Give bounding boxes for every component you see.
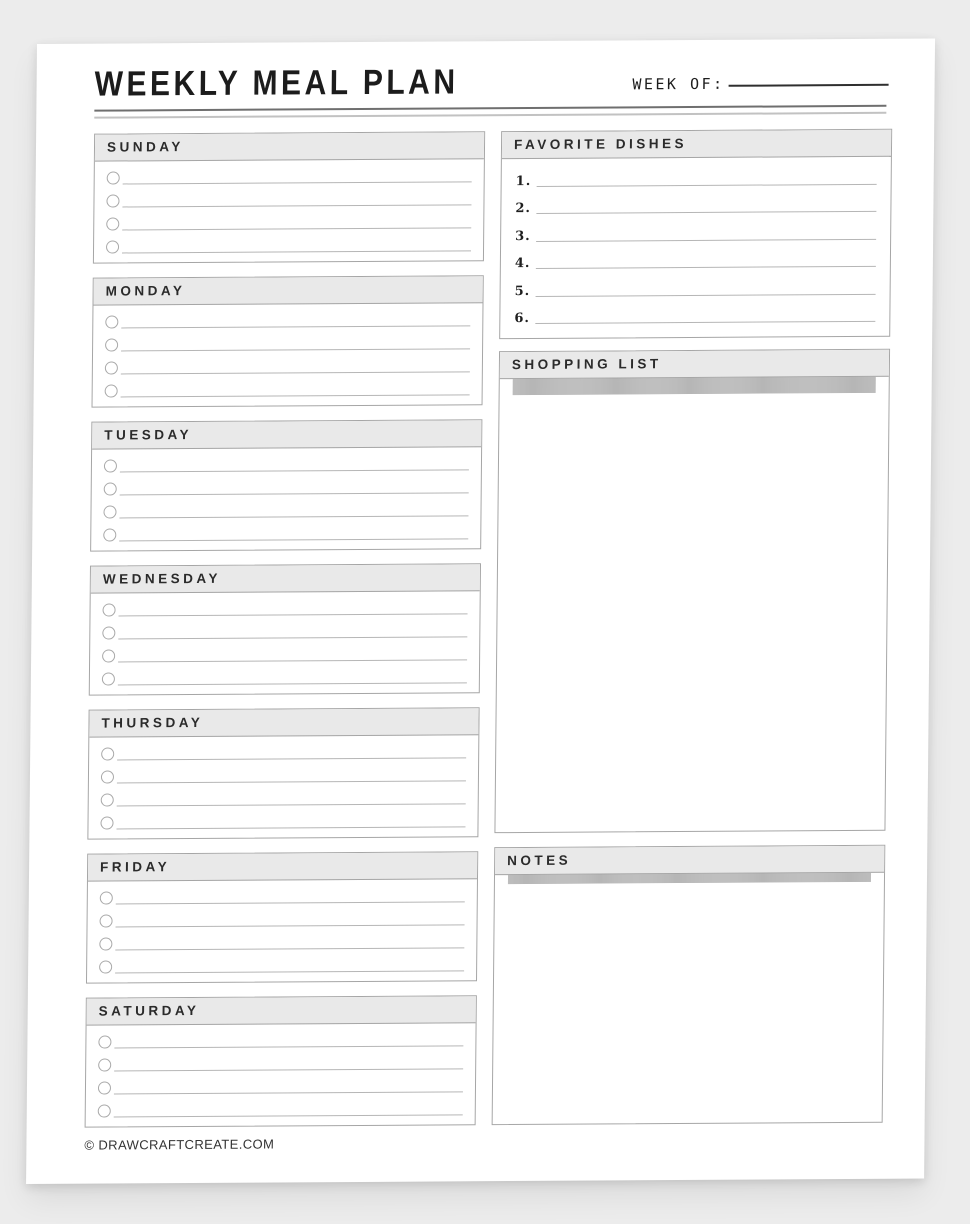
page-header — [94, 61, 888, 104]
dish-number: 4. — [514, 255, 531, 272]
checkbox-circle-icon — [103, 528, 116, 541]
meal-blank-line — [115, 970, 464, 973]
day-body — [88, 735, 478, 840]
checkbox-circle-icon — [100, 891, 113, 904]
dish-row — [515, 184, 876, 217]
meal-slot-row — [105, 303, 470, 328]
dish-row — [516, 157, 877, 187]
checkbox-circle-icon — [99, 937, 112, 950]
favorite-dishes-section — [499, 129, 892, 339]
meal-blank-line — [116, 826, 465, 829]
meal-slot-row — [98, 1069, 463, 1094]
week-of-blank-line — [729, 84, 889, 87]
meal-slot-row — [105, 372, 470, 397]
checkbox-circle-icon — [100, 914, 113, 927]
day-body — [86, 1023, 476, 1128]
day-header: TUESDAY — [92, 420, 481, 449]
checkbox-circle-icon — [98, 1081, 111, 1094]
meal-slot-row — [98, 1046, 463, 1071]
meal-slot-row — [105, 326, 470, 351]
week-of-label: WEEK OF: — [632, 74, 725, 94]
meal-slot-row — [103, 493, 468, 518]
notes-body — [495, 873, 884, 889]
meal-blank-line — [118, 682, 467, 685]
meal-slot-row — [105, 349, 470, 374]
meal-slot-row — [104, 447, 469, 472]
dish-number: 1. — [515, 173, 532, 189]
checkbox-circle-icon — [101, 793, 114, 806]
day-header: WEDNESDAY — [91, 564, 480, 593]
meal-slot-row — [98, 1023, 463, 1048]
meal-slot-row — [102, 660, 467, 685]
day-body — [91, 447, 481, 552]
dish-blank-line — [535, 321, 875, 324]
day-header: MONDAY — [93, 276, 482, 305]
meal-slot-row — [98, 1092, 463, 1117]
days-column — [85, 131, 486, 1127]
day-header: SATURDAY — [87, 996, 476, 1025]
meal-slot-row — [100, 804, 465, 829]
checkbox-circle-icon — [100, 816, 113, 829]
checkbox-circle-icon — [98, 1058, 111, 1071]
day-body — [87, 879, 477, 984]
day-section-sunday — [93, 131, 485, 263]
dish-number: 5. — [514, 283, 531, 299]
footer-credit: © DRAWCRAFTCREATE.COM — [84, 1136, 275, 1153]
week-of-field — [632, 74, 888, 94]
meal-slot-row — [99, 948, 464, 973]
day-header: FRIDAY — [88, 852, 477, 881]
day-body — [94, 159, 484, 264]
checkbox-circle-icon — [106, 194, 119, 207]
shopping-list-body — [499, 377, 888, 417]
checkbox-circle-icon — [105, 361, 118, 374]
day-header: THURSDAY — [89, 708, 478, 737]
meal-blank-line — [121, 394, 470, 397]
meal-blank-line — [119, 538, 468, 541]
meal-slot-row — [103, 516, 468, 541]
shopping-list-section — [494, 349, 890, 833]
checkbox-circle-icon — [104, 459, 117, 472]
dish-row — [515, 212, 876, 242]
meal-slot-row — [102, 637, 467, 662]
dish-number: 6. — [514, 310, 531, 327]
page-title: WEEKLY MEAL PLAN — [94, 62, 459, 104]
checkbox-circle-icon — [102, 672, 115, 685]
checkbox-circle-icon — [105, 338, 118, 351]
checkbox-circle-icon — [101, 747, 114, 760]
checkbox-circle-icon — [103, 505, 116, 518]
checkbox-circle-icon — [106, 217, 119, 230]
meal-slot-row — [106, 228, 471, 253]
meal-slot-row — [100, 902, 465, 927]
dish-row — [515, 267, 876, 297]
content-columns — [85, 129, 893, 1128]
day-section-monday — [92, 275, 484, 407]
checkbox-circle-icon — [101, 770, 114, 783]
checkbox-circle-icon — [106, 240, 119, 253]
checkbox-circle-icon — [98, 1104, 111, 1117]
meal-slot-row — [101, 735, 466, 760]
day-section-friday — [86, 851, 478, 983]
day-body — [90, 591, 480, 696]
dish-row — [514, 294, 875, 327]
day-section-wednesday — [89, 563, 481, 695]
right-column — [492, 129, 893, 1125]
day-section-thursday — [87, 707, 479, 839]
favorite-dishes-body — [500, 157, 891, 340]
dish-number: 3. — [515, 228, 531, 244]
dish-number: 2. — [515, 200, 532, 217]
checkbox-circle-icon — [99, 960, 112, 973]
checkbox-circle-icon — [102, 649, 115, 662]
meal-slot-row — [99, 925, 464, 950]
planner-page — [26, 39, 935, 1184]
meal-slot-row — [101, 758, 466, 783]
meal-slot-row — [102, 614, 467, 639]
meal-blank-line — [114, 1114, 463, 1117]
checkbox-circle-icon — [105, 384, 118, 397]
checkbox-circle-icon — [104, 482, 117, 495]
meal-slot-row — [106, 182, 471, 207]
day-section-tuesday — [90, 419, 482, 551]
meal-blank-line — [122, 250, 471, 253]
header-rule — [94, 105, 886, 112]
checkbox-circle-icon — [105, 315, 118, 328]
meal-slot-row — [104, 470, 469, 495]
meal-slot-row — [100, 879, 465, 904]
checkbox-circle-icon — [98, 1035, 111, 1048]
header-rule-secondary — [94, 112, 886, 119]
meal-slot-row — [101, 781, 466, 806]
favorite-dishes-header: FAVORITE DISHES — [502, 130, 891, 159]
meal-slot-row — [107, 159, 472, 184]
notes-header: NOTES — [495, 846, 884, 875]
checkbox-circle-icon — [103, 603, 116, 616]
day-body — [92, 303, 482, 408]
day-section-saturday — [85, 995, 477, 1127]
meal-slot-row — [103, 591, 468, 616]
checkbox-circle-icon — [102, 626, 115, 639]
meal-slot-row — [106, 205, 471, 230]
day-header: SUNDAY — [95, 132, 484, 161]
checkbox-circle-icon — [107, 171, 120, 184]
dish-row — [514, 239, 876, 272]
notes-section — [492, 845, 886, 1125]
shopping-list-header: SHOPPING LIST — [500, 350, 889, 379]
